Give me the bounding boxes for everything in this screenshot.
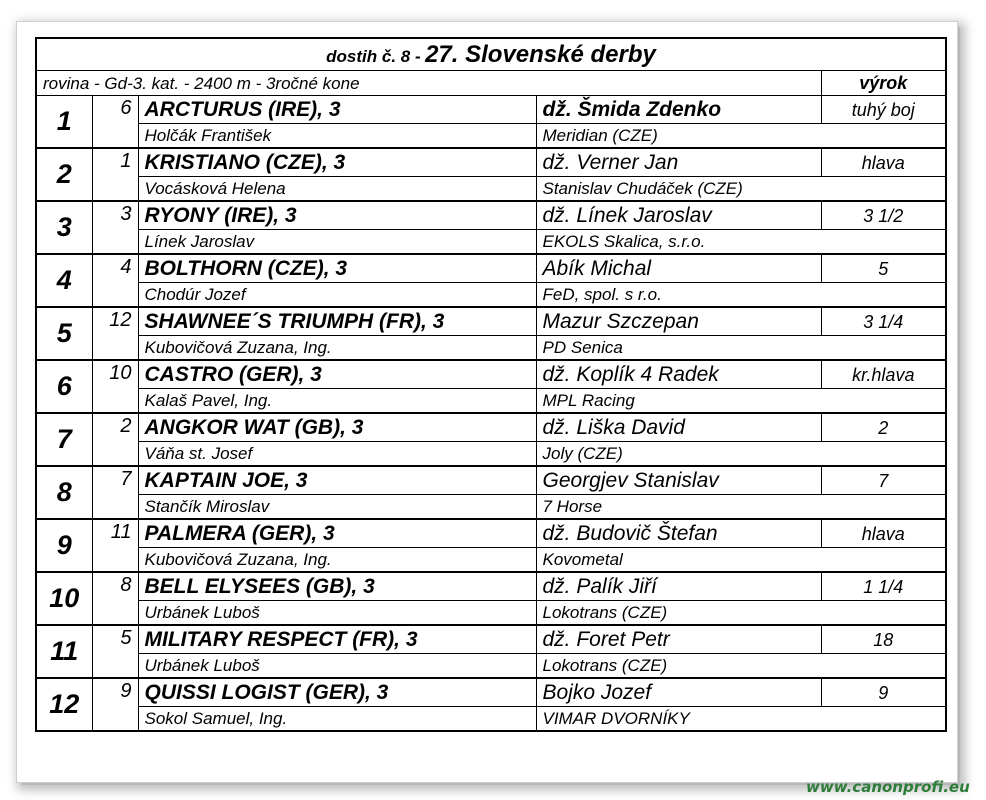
jockey: dž. Koplík 4 Radek bbox=[536, 360, 821, 389]
trainer: Urbánek Luboš bbox=[138, 654, 536, 679]
jockey: Georgjev Stanislav bbox=[536, 466, 821, 495]
results-table bbox=[35, 37, 947, 732]
race-name: 27. Slovenské derby bbox=[425, 40, 656, 68]
place: 1 bbox=[36, 96, 92, 149]
result-row bbox=[36, 625, 946, 654]
start-number: 3 bbox=[92, 201, 138, 254]
horse-name: RYONY (IRE), 3 bbox=[138, 201, 536, 230]
owner: Kovometal bbox=[536, 548, 946, 573]
trainer: Kalaš Pavel, Ing. bbox=[138, 389, 536, 414]
distance-verdict: 5 bbox=[821, 254, 946, 283]
jockey: Bojko Jozef bbox=[536, 678, 821, 707]
place: 6 bbox=[36, 360, 92, 413]
verdict-header: výrok bbox=[821, 71, 946, 96]
distance-verdict: hlava bbox=[821, 519, 946, 548]
jockey: dž. Budovič Štefan bbox=[536, 519, 821, 548]
distance-verdict: kr.hlava bbox=[821, 360, 946, 389]
jockey: dž. Liška David bbox=[536, 413, 821, 442]
result-row bbox=[36, 254, 946, 283]
start-number: 5 bbox=[92, 625, 138, 678]
distance-verdict: 18 bbox=[821, 625, 946, 654]
jockey: dž. Verner Jan bbox=[536, 148, 821, 177]
jockey: Abík Michal bbox=[536, 254, 821, 283]
results-sheet bbox=[16, 21, 958, 783]
distance-verdict: tuhý boj bbox=[821, 96, 946, 124]
horse-name: KRISTIANO (CZE), 3 bbox=[138, 148, 536, 177]
start-number: 12 bbox=[92, 307, 138, 360]
place: 9 bbox=[36, 519, 92, 572]
place: 5 bbox=[36, 307, 92, 360]
place: 7 bbox=[36, 413, 92, 466]
trainer: Vocásková Helena bbox=[138, 177, 536, 202]
owner: Stanislav Chudáček (CZE) bbox=[536, 177, 946, 202]
trainer: Línek Jaroslav bbox=[138, 230, 536, 255]
result-row bbox=[36, 148, 946, 177]
horse-name: BELL ELYSEES (GB), 3 bbox=[138, 572, 536, 601]
result-detail-row bbox=[36, 495, 946, 520]
result-detail-row bbox=[36, 601, 946, 626]
jockey: dž. Palík Jiří bbox=[536, 572, 821, 601]
result-detail-row bbox=[36, 283, 946, 308]
jockey: dž. Línek Jaroslav bbox=[536, 201, 821, 230]
result-detail-row bbox=[36, 336, 946, 361]
place: 11 bbox=[36, 625, 92, 678]
horse-name: CASTRO (GER), 3 bbox=[138, 360, 536, 389]
distance-verdict: 3 1/2 bbox=[821, 201, 946, 230]
horse-name: KAPTAIN JOE, 3 bbox=[138, 466, 536, 495]
trainer: Váňa st. Josef bbox=[138, 442, 536, 467]
result-row bbox=[36, 519, 946, 548]
start-number: 7 bbox=[92, 466, 138, 519]
owner: 7 Horse bbox=[536, 495, 946, 520]
start-number: 4 bbox=[92, 254, 138, 307]
owner: EKOLS Skalica, s.r.o. bbox=[536, 230, 946, 255]
jockey: Mazur Szczepan bbox=[536, 307, 821, 336]
trainer: Holčák František bbox=[138, 124, 536, 149]
owner: Lokotrans (CZE) bbox=[536, 654, 946, 679]
horse-name: QUISSI LOGIST (GER), 3 bbox=[138, 678, 536, 707]
horse-name: MILITARY RESPECT (FR), 3 bbox=[138, 625, 536, 654]
race-conditions: rovina - Gd-3. kat. - 2400 m - 3ročné kone bbox=[36, 71, 821, 96]
start-number: 10 bbox=[92, 360, 138, 413]
owner: PD Senica bbox=[536, 336, 946, 361]
owner: FeD, spol. s r.o. bbox=[536, 283, 946, 308]
title-row bbox=[36, 38, 946, 71]
result-detail-row bbox=[36, 230, 946, 255]
place: 2 bbox=[36, 148, 92, 201]
horse-name: ANGKOR WAT (GB), 3 bbox=[138, 413, 536, 442]
place: 8 bbox=[36, 466, 92, 519]
start-number: 1 bbox=[92, 148, 138, 201]
conditions-row bbox=[36, 71, 946, 96]
jockey: dž. Foret Petr bbox=[536, 625, 821, 654]
result-detail-row bbox=[36, 548, 946, 573]
start-number: 2 bbox=[92, 413, 138, 466]
result-row bbox=[36, 201, 946, 230]
start-number: 8 bbox=[92, 572, 138, 625]
horse-name: ARCTURUS (IRE), 3 bbox=[138, 96, 536, 124]
trainer: Urbánek Luboš bbox=[138, 601, 536, 626]
trainer: Chodúr Jozef bbox=[138, 283, 536, 308]
distance-verdict: hlava bbox=[821, 148, 946, 177]
trainer: Sokol Samuel, Ing. bbox=[138, 707, 536, 732]
result-row bbox=[36, 307, 946, 336]
owner: Joly (CZE) bbox=[536, 442, 946, 467]
result-detail-row bbox=[36, 654, 946, 679]
race-title bbox=[36, 38, 946, 71]
distance-verdict: 3 1/4 bbox=[821, 307, 946, 336]
result-detail-row bbox=[36, 442, 946, 467]
result-detail-row bbox=[36, 177, 946, 202]
result-row bbox=[36, 572, 946, 601]
watermark: www.canonprofi.eu bbox=[806, 778, 970, 796]
distance-verdict: 9 bbox=[821, 678, 946, 707]
trainer: Kubovičová Zuzana, Ing. bbox=[138, 336, 536, 361]
horse-name: BOLTHORN (CZE), 3 bbox=[138, 254, 536, 283]
result-row bbox=[36, 678, 946, 707]
start-number: 6 bbox=[92, 96, 138, 149]
result-row bbox=[36, 413, 946, 442]
owner: VIMAR DVORNÍKY bbox=[536, 707, 946, 732]
distance-verdict: 7 bbox=[821, 466, 946, 495]
result-detail-row bbox=[36, 389, 946, 414]
horse-name: PALMERA (GER), 3 bbox=[138, 519, 536, 548]
result-row bbox=[36, 360, 946, 389]
result-detail-row bbox=[36, 124, 946, 149]
owner: Meridian (CZE) bbox=[536, 124, 946, 149]
place: 4 bbox=[36, 254, 92, 307]
jockey: dž. Šmida Zdenko bbox=[536, 96, 821, 124]
distance-verdict: 1 1/4 bbox=[821, 572, 946, 601]
race-number: dostih č. 8 - bbox=[326, 46, 421, 66]
result-detail-row bbox=[36, 707, 946, 732]
place: 12 bbox=[36, 678, 92, 731]
horse-name: SHAWNEE´S TRIUMPH (FR), 3 bbox=[138, 307, 536, 336]
trainer: Kubovičová Zuzana, Ing. bbox=[138, 548, 536, 573]
owner: Lokotrans (CZE) bbox=[536, 601, 946, 626]
result-row bbox=[36, 466, 946, 495]
start-number: 11 bbox=[92, 519, 138, 572]
trainer: Stančík Miroslav bbox=[138, 495, 536, 520]
place: 10 bbox=[36, 572, 92, 625]
place: 3 bbox=[36, 201, 92, 254]
distance-verdict: 2 bbox=[821, 413, 946, 442]
start-number: 9 bbox=[92, 678, 138, 731]
result-row bbox=[36, 96, 946, 124]
owner: MPL Racing bbox=[536, 389, 946, 414]
